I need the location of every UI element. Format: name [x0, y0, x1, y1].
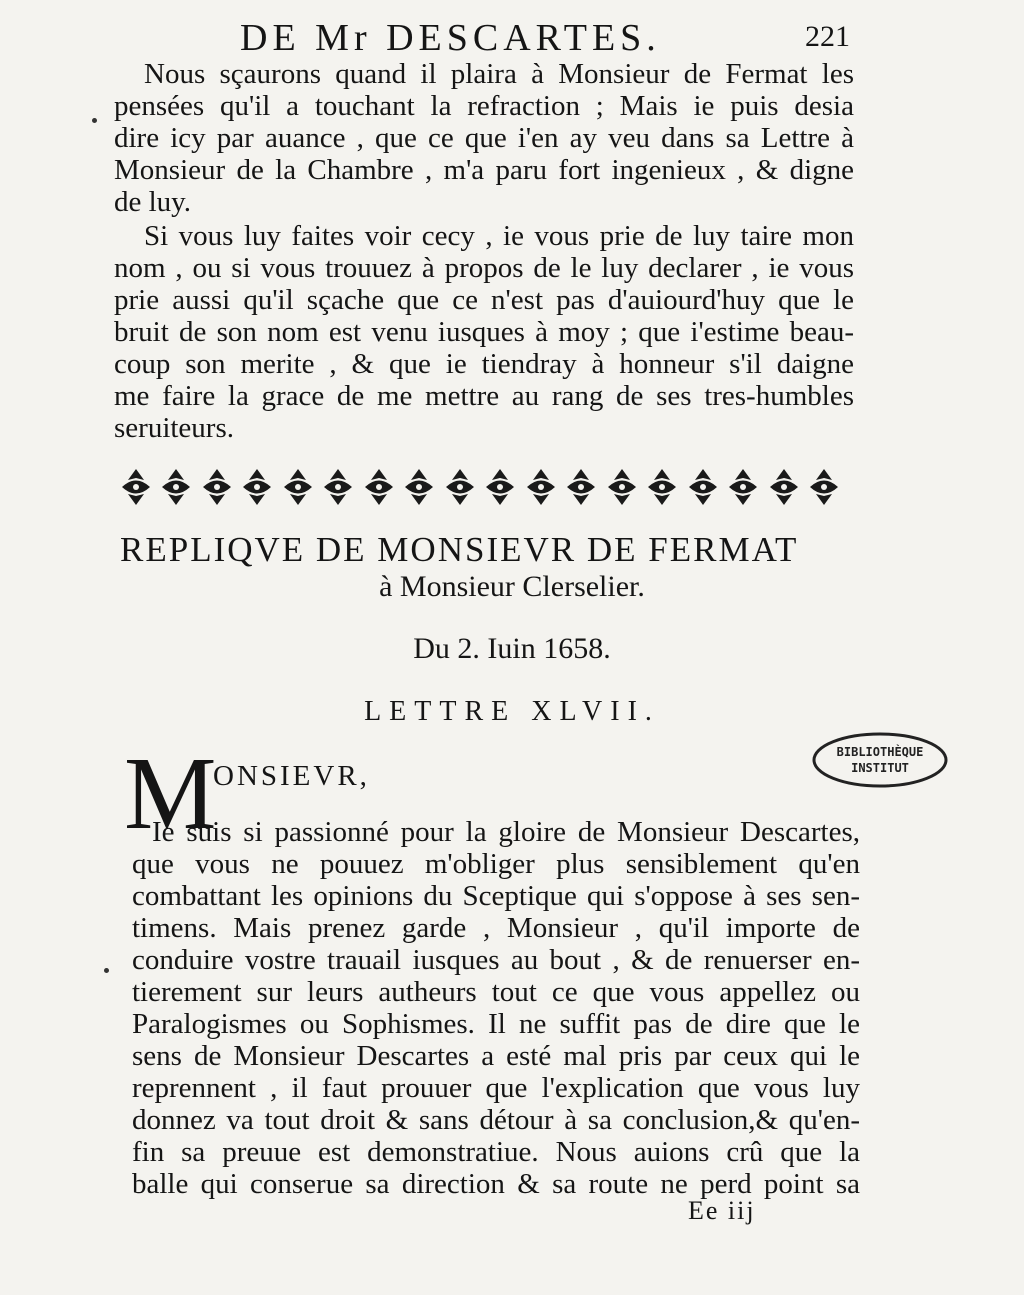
salutation: ONSIEVR,: [213, 760, 370, 792]
paragraph-taire-mon-nom: [114, 220, 854, 444]
text-line: me faire la grace de me mettre au rang de ses tres-humbles: [114, 380, 854, 412]
stamp-line-1: BIBLIOTHÈQUE: [836, 745, 924, 759]
fleuron-ornament: [280, 466, 316, 508]
text-line: balle qui conserue sa direction & sa route ne perd point sa: [132, 1168, 860, 1200]
text-line: nom , ou si vous trouuez à propos de le luy declarer , ie vous: [114, 252, 854, 284]
letter-date: Du 2. Iuin 1658.: [413, 632, 611, 665]
fleuron-ornament: [482, 466, 518, 508]
text-line: prie aussi qu'il sçache que ce n'est pas d'auiourd'huy que le: [114, 284, 854, 316]
fleuron-ornament: [685, 466, 721, 508]
letter-number: LETTRE XLVII.: [364, 696, 660, 727]
running-title: DE Mr DESCARTES.: [240, 17, 661, 59]
fleuron-ornament: [239, 466, 275, 508]
margin-dot: [92, 118, 97, 123]
fleuron-ornament: [806, 466, 842, 508]
text-line: pensées qu'il a touchant la refraction ; Mais ie puis desia: [114, 90, 854, 122]
fleuron-ornament: [320, 466, 356, 508]
text-line: de luy.: [114, 186, 192, 218]
text-line: sens de Monsieur Descartes a esté mal pris par ceux qui le: [132, 1040, 860, 1072]
text-line: Si vous luy faites voir cecy , ie vous prie de luy taire mon: [144, 220, 854, 252]
letter-recipient: à Monsieur Clerselier.: [379, 570, 645, 603]
text-line: Monsieur de la Chambre , m'a paru fort ingenieux , & digne: [114, 154, 854, 186]
text-line: tierement sur leurs autheurs tout ce que vous appellez ou: [132, 976, 860, 1008]
stamp-line-2: INSTITUT: [851, 761, 909, 775]
library-stamp: [810, 730, 950, 790]
fleuron-ornament: [442, 466, 478, 508]
drop-capital: M: [124, 736, 217, 851]
text-line: Nous sçaurons quand il plaira à Monsieur de Fermat les: [144, 58, 854, 90]
text-line: dire icy par auance , que ce que i'en ay veu dans sa Lettre à: [114, 122, 854, 154]
ornamental-band: [118, 464, 842, 510]
page-number: 221: [805, 20, 850, 53]
margin-dot: [104, 968, 109, 973]
fleuron-ornament: [199, 466, 235, 508]
text-line: combattant les opinions du Sceptique qui s'oppose à ses sen-: [132, 880, 860, 912]
paragraph-fermat-refraction: [114, 58, 854, 218]
fleuron-ornament: [766, 466, 802, 508]
text-line: timens. Mais prenez garde , Monsieur , qu'il importe de: [132, 912, 860, 944]
text-line: Ie suis si passionné pour la gloire de Monsieur Descartes,: [152, 816, 860, 848]
running-head: [110, 16, 850, 64]
text-line: donnez va tout droit & sans détour à sa conclusion,& qu'en-: [132, 1104, 860, 1136]
letter-title: REPLIQVE DE MONSIEVR DE FERMAT: [120, 530, 799, 569]
text-line: Paralogismes ou Sophismes. Il ne suffit pas de dire que le: [132, 1008, 860, 1040]
fleuron-ornament: [563, 466, 599, 508]
text-line: bruit de son nom est venu iusques à moy ; que i'estime beau-: [114, 316, 854, 348]
fleuron-ornament: [158, 466, 194, 508]
fleuron-ornament: [118, 466, 154, 508]
fleuron-ornament: [401, 466, 437, 508]
text-line: conduire vostre trauail iusques au bout , & de renuerser en-: [132, 944, 860, 976]
fleuron-ornament: [725, 466, 761, 508]
catchword-signature: Ee iij: [688, 1196, 756, 1225]
text-line: reprennent , il faut prouuer que l'explication que vous luy: [132, 1072, 860, 1104]
fleuron-ornament: [644, 466, 680, 508]
fleuron-ornament: [604, 466, 640, 508]
text-line: coup son merite , & que ie tiendray à honneur s'il daigne: [114, 348, 854, 380]
text-line: fin sa preuue est demonstratiue. Nous auions crû que la: [132, 1136, 860, 1168]
letter-body: [132, 816, 860, 1200]
text-line: que vous ne pouuez m'obliger plus sensiblement qu'en: [132, 848, 860, 880]
fleuron-ornament: [523, 466, 559, 508]
fleuron-ornament: [361, 466, 397, 508]
text-line: seruiteurs.: [114, 412, 234, 444]
